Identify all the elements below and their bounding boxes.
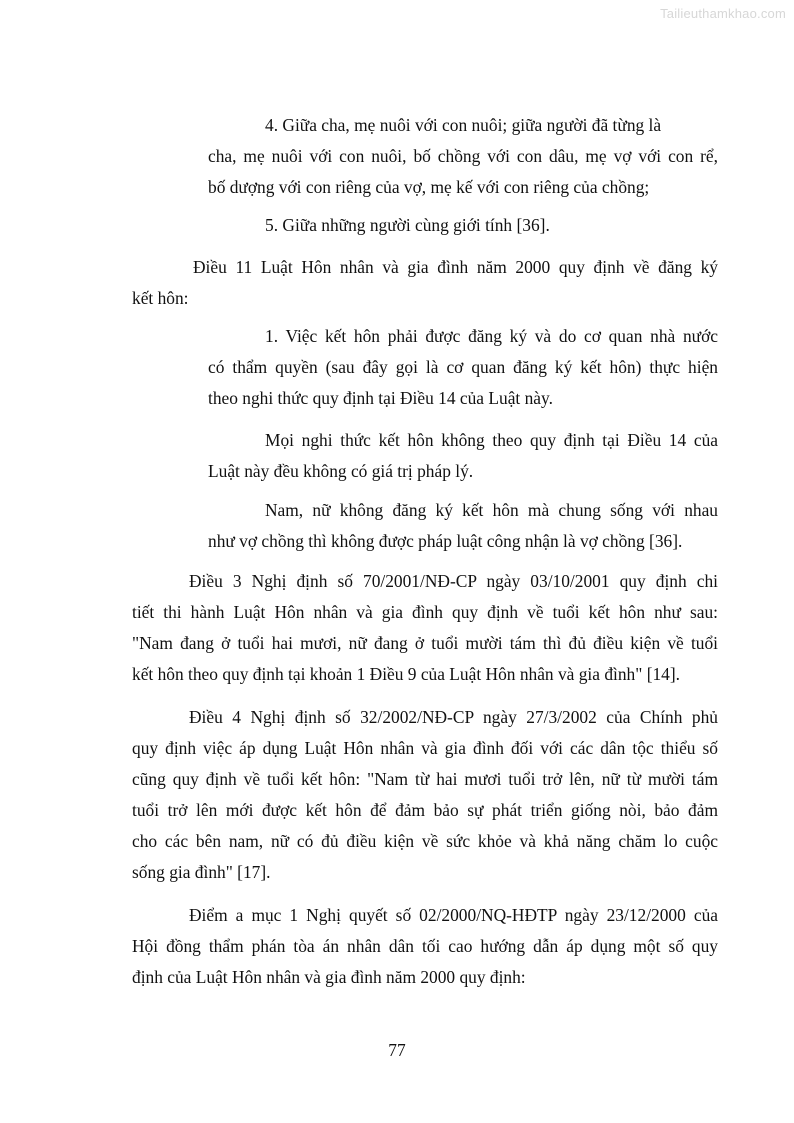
paragraph-line: quy định việc áp dụng Luật Hôn nhân và gia đình đối với các dân tộc thiểu số	[132, 738, 718, 758]
paragraph-line: định của Luật Hôn nhân và gia đình năm 2000 quy định:	[132, 967, 526, 987]
paragraph-line: tuổi trở lên mới được kết hôn để đảm bảo sự phát triển giống nòi, bảo đảm	[132, 800, 718, 820]
paragraph-line: Điều 4 Nghị định số 32/2002/NĐ-CP ngày 27/3/2002 của Chính phủ	[189, 707, 718, 727]
quote-line: Luật này đều không có giá trị pháp lý.	[208, 461, 474, 481]
paragraph-line: cho các bên nam, nữ có đủ điều kiện về sức khỏe và khả năng chăm lo cuộc	[132, 831, 718, 851]
paragraph-line: "Nam đang ở tuổi hai mươi, nữ đang ở tuổi mười tám thì đủ điều kiện về tuổi	[132, 633, 718, 653]
quote-line: 5. Giữa những người cùng giới tính [36].	[265, 215, 550, 235]
paragraph-line: Điều 3 Nghị định số 70/2001/NĐ-CP ngày 03/10/2001 quy định chi	[189, 571, 718, 591]
quote-line: như vợ chồng thì không được pháp luật công nhận là vợ chồng [36].	[208, 531, 683, 551]
paragraph-line: kết hôn theo quy định tại khoản 1 Điều 9 của Luật Hôn nhân và gia đình" [14].	[132, 664, 681, 684]
quote-line: Mọi nghi thức kết hôn không theo quy định tại Điều 14 của	[265, 430, 718, 450]
paragraph-line: tiết thi hành Luật Hôn nhân và gia đình quy định về tuổi kết hôn như sau:	[132, 602, 718, 622]
paragraph-line: Điểm a mục 1 Nghị quyết số 02/2000/NQ-HĐTP ngày 23/12/2000 của	[189, 905, 718, 925]
watermark: Tailieuthamkhao.com	[660, 6, 786, 21]
paragraph-line: Hội đồng thẩm phán tòa án nhân dân tối cao hướng dẫn áp dụng một số quy	[132, 936, 718, 956]
paragraph-line: Điều 11 Luật Hôn nhân và gia đình năm 2000 quy định về đăng ký	[193, 257, 718, 277]
quote-line: bố dượng với con riêng của vợ, mẹ kế với con riêng của chồng;	[208, 177, 650, 197]
paragraph-line: cũng quy định về tuổi kết hôn: "Nam từ hai mươi tuổi trở lên, nữ từ mười tám	[132, 769, 718, 789]
quote-line: 1. Việc kết hôn phải được đăng ký và do cơ quan nhà nước	[265, 326, 718, 346]
paragraph-line: kết hôn:	[132, 288, 189, 308]
quote-line: có thẩm quyền (sau đây gọi là cơ quan đăng ký kết hôn) thực hiện	[208, 357, 718, 377]
quote-line: theo nghi thức quy định tại Điều 14 của Luật này.	[208, 388, 553, 408]
quote-line: cha, mẹ nuôi với con nuôi, bố chồng với con dâu, mẹ vợ với con rể,	[208, 146, 718, 166]
quote-line: 4. Giữa cha, mẹ nuôi với con nuôi; giữa người đã từng là	[265, 115, 662, 135]
paragraph-line: sống gia đình" [17].	[132, 862, 271, 882]
page-number: 77	[388, 1040, 406, 1060]
quote-line: Nam, nữ không đăng ký kết hôn mà chung sống với nhau	[265, 500, 718, 520]
